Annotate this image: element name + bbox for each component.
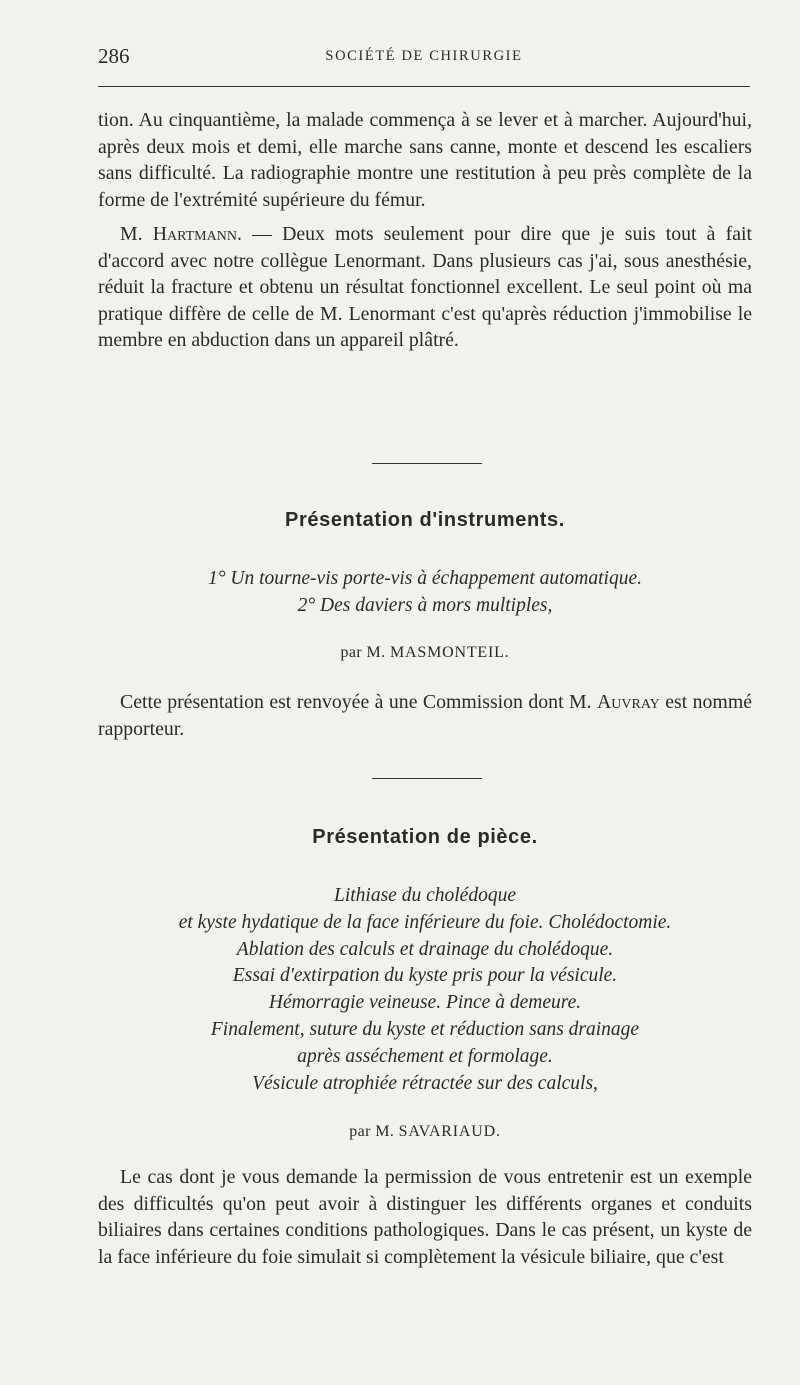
page-header bbox=[98, 44, 750, 72]
subtitle-line: Vésicule atrophiée rétractée sur des calculs, bbox=[252, 1072, 598, 1094]
subtitle-line: Lithiase du cholédoque bbox=[334, 885, 516, 906]
section-title-instruments: Présentation d'instruments. bbox=[285, 509, 565, 531]
subtitle-line: Hémorragie veineuse. Pince à demeure. bbox=[268, 992, 582, 1014]
subtitle-line: et kyste hydatique de la face inférieure du foie. Cholédoctomie. bbox=[178, 911, 672, 933]
page-number: 286 bbox=[98, 44, 130, 68]
subtitle-line: Ablation des calculs et drainage du cholédoque. bbox=[236, 938, 614, 960]
byline-author: MASMONTEIL. bbox=[390, 644, 510, 661]
rapporteur-name: Auvray bbox=[597, 691, 660, 713]
byline-masmonteil: par M. MASMONTEIL. bbox=[340, 644, 510, 661]
subtitle-line: Essai d'extirpation du kyste pris pour la vésicule. bbox=[232, 965, 618, 987]
case-paragraph: Le cas dont je vous demande la permission de vous entretenir est un exemple des difficultés qu'on peut avoir à distinguer les différents organes et conduits biliaires dans certaines conditions pathologiques. Dans le cas présent, un kyste de la face inférieure du foie simulait si complètement la vésicule biliaire, que c'est bbox=[98, 1166, 752, 1268]
subtitle-line: Finalement, suture du kyste et réduction sans drainage bbox=[210, 1018, 640, 1040]
byline-savariaud: par M. SAVARIAUD. bbox=[349, 1123, 501, 1140]
running-title: SOCIÉTÉ DE CHIRURGIE bbox=[325, 48, 523, 64]
instrument-item-1: 1° Un tourne-vis porte-vis à échappement automatique. bbox=[208, 568, 642, 589]
byline-author: SAVARIAUD. bbox=[398, 1123, 501, 1140]
speaker-name: Hartmann. bbox=[152, 223, 242, 245]
subtitle-line: après asséchement et formolage. bbox=[297, 1045, 553, 1067]
section-divider bbox=[372, 463, 482, 464]
section-divider bbox=[372, 778, 482, 779]
opening-paragraph: tion. Au cinquantième, la malade commença à se lever et à marcher. Aujourd'hui, après deux mois et demi, elle marche sans canne, monte et descend les escaliers sans difficulté. La radiographie montre une restitution à peu près complète de la forme de l'extrémité supérieure du fémur. bbox=[98, 109, 752, 211]
header-rule bbox=[98, 86, 750, 87]
hartmann-paragraph bbox=[98, 221, 752, 354]
body-text-top bbox=[98, 107, 752, 354]
hartmann-text: — Deux mots seulement pour dire que je suis tout à fait d'accord avec notre collègue Lenormant. Dans plusieurs cas j'ai, sous anesthésie, réduit la fracture et obtenu un résultat fonctionnel excellent. Le seul point où ma pratique diffère de celle de M. Lenormant c'est qu'après réduction j'immobilise le membre en abduction dans un appareil plâtré. bbox=[98, 223, 753, 351]
case-subtitle bbox=[90, 883, 760, 1097]
section-title-piece: Présentation de pièce. bbox=[312, 826, 538, 848]
instrument-item-2: 2° Des daviers à mors multiples, bbox=[297, 594, 553, 616]
commission-paragraph: Cette présentation est renvoyée à une Commission dont M. Auvray est nommé rapporteur. bbox=[98, 691, 752, 740]
speaker-prefix: M. bbox=[120, 223, 153, 245]
instrument-list bbox=[90, 566, 760, 620]
